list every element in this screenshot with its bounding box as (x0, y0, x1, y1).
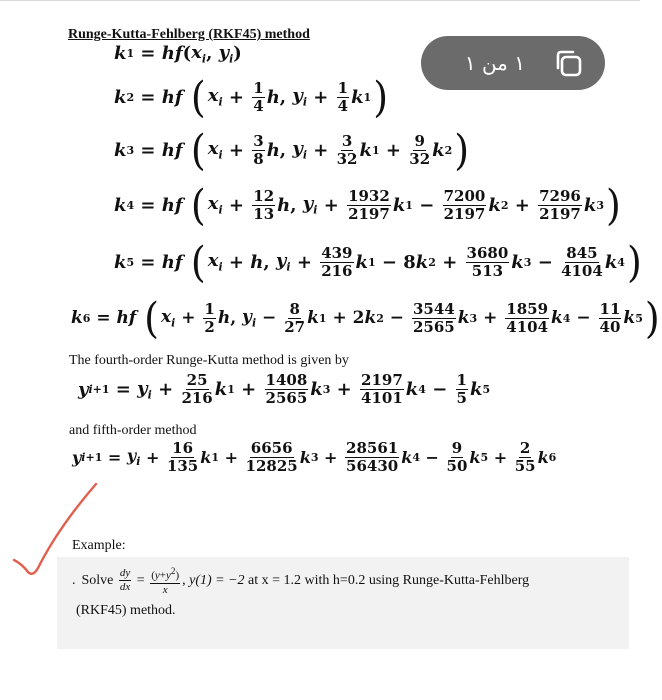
page-indicator-pill[interactable] (421, 36, 605, 90)
page-title: Runge-Kutta-Fehlberg (RKF45) method (68, 27, 310, 42)
example-problem: . Solve $\frac{dy}{dx}$ = $\frac{(y+y^2)}{x}$ , y(1) = −2 at x = 1.2 with h=0.2 using Runge-Kutta-Fehlberg (72, 566, 530, 596)
equation-k3: k 3 = hf ( $x_i$ + $\frac{3}{8}$ h , $y_i$ + $\frac{3}{32}$ k 1 + $\frac{9}{32}$ k 2 ) (114, 125, 470, 175)
fourth-order-text: The fourth-order Runge-Kutta method is given by (69, 353, 349, 368)
example-line1-text: at x = 1.2 with h=0.2 using Runge-Kutta-Fehlberg (248, 572, 530, 588)
page-indicator-label: ١ من ١ (464, 51, 525, 75)
equation-fifth-order: y i+1 = $y_i$ + $\frac{16}{135}$ k 1 + $\frac{6656}{12825}$ k 3 + $\frac{28561}{56430}$ k 4 − $\frac{9}{50}$ k 5 + $\frac{2}{55}$ k 6 (72, 439, 557, 475)
equation-k6: k 6 = hf ( $x_i$ + $\frac{1}{2}$ h , $y_i$ − $\frac{8}{27}$ k 1 + 2 k 2 − $\frac{3544}{2565}$ k 3 + $\frac{1859}{4104}$ k 4 − $\frac{11}{40}$ k 5 ) (71, 293, 660, 343)
equation-k4: k 4 = hf ( $x_i$ + $\frac{12}{13}$ h , $y_i$ + $\frac{1932}{2197}$ k 1 − $\frac{7200}{2197}$ k 2 + $\frac{7296}{2197}$ k 3 ) (114, 180, 621, 230)
example-label: Example: (72, 538, 126, 553)
example-solve-label: Solve (81, 572, 114, 588)
top-divider (0, 0, 640, 1)
example-initial-condition: y(1) = −2 (189, 572, 245, 588)
copy-icon[interactable] (551, 46, 585, 80)
fifth-order-text: and fifth-order method (69, 423, 197, 438)
equation-k5: k 5 = hf ( $x_i$ + h , $y_i$ + $\frac{439}{216}$ k 1 − 8 k 2 + $\frac{3680}{513}$ k 3 − $\frac{845}{4104}$ k 4 ) (114, 237, 642, 287)
equation-k2: k 2 = hf ( $x_i$ + $\frac{1}{4}$ h , $y_i$ + $\frac{1}{4}$ k 1 ) (114, 72, 389, 122)
equation-k1: k 1 = hf ( $x_i$ , $y_i$ ) (114, 42, 242, 66)
example-line2: (RKF45) method. (76, 603, 176, 618)
equation-fourth-order: y i+1 = $y_i$ + $\frac{25}{216}$ k 1 + $\frac{1408}{2565}$ k 3 + $\frac{2197}{4101}$ k 4 − $\frac{1}{5}$ k 5 (78, 371, 491, 407)
